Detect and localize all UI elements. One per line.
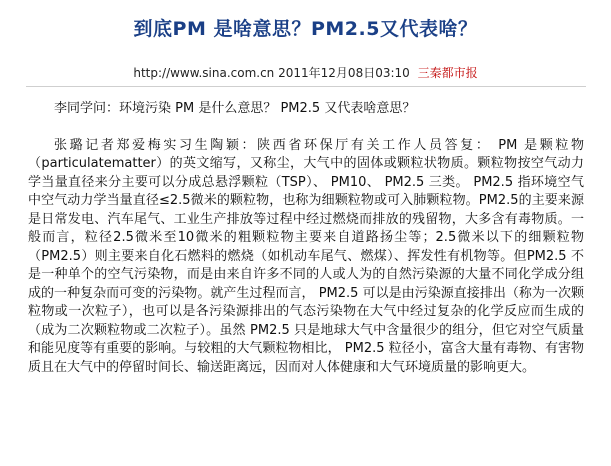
article-source[interactable]: 三秦都市报 xyxy=(417,66,478,80)
answer-paragraph: 张璐记者郑爱梅实习生陶颖：陕西省环保厅有关工作人员答复： PM 是颗粒物（particulatematter）的英文缩写，又称尘，大气中的固体或颗粒状物质。颗粒物按空气动力学当量直径来分主要可以分成总悬浮颗粒（TSP）、 PM10、 PM2.5 三类。 PM2.5 指环境空气中空气动力学当量直径≤2.5微米的颗粒物，也称为细颗粒物或可入肺颗粒物。PM2.5的主要来源是日常发电、汽车尾气、工业生产排放等过程中经过燃烧而排放的残留物，大多含有毒物质。一般而言，粒径2.5微米至10微米的粗颗粒物主要来自道路扬尘等；2.5微米以下的细颗粒物（PM2.5）则主要来自化石燃料的燃烧（如机动车尾气、燃煤）、挥发性有机物等。但PM2.5 不是一种单个的空气污染物，而是由来自许多不同的人或人为的自然污染源的大量不同化学成分组成的一种复杂而可变的污染物。就产生过程而言， PM2.5 可以是由污染源直接排出（称为一次颗粒物或一次粒子），也可以是各污染源排出的气态污染物在大气中经过复杂的化学反应而生成的（成为二次颗粒物或二次粒子）。虽然 PM2.5 只是地球大气中含量很少的组分，但它对空气质量和能见度等有重要的影响。与较粗的大气颗粒物相比， PM2.5 粒径小，富含大量有毒物、有害物质且在大气中的停留时间长、输送距离远，因而对人体健康和大气环境质量的影响更大。 xyxy=(28,137,584,375)
article-datetime: 2011年12月08日03:10 xyxy=(278,66,410,80)
article-meta xyxy=(0,64,611,81)
title-divider xyxy=(26,86,586,87)
question-paragraph: 李同学问：环境污染 PM 是什么意思？ PM2.5 又代表啥意思？ xyxy=(54,101,416,116)
article-url[interactable]: http://www.sina.com.cn xyxy=(133,66,275,80)
article-title: 到底PM 是啥意思？PM2.5又代表啥？ xyxy=(133,18,478,40)
article-body xyxy=(28,100,584,377)
